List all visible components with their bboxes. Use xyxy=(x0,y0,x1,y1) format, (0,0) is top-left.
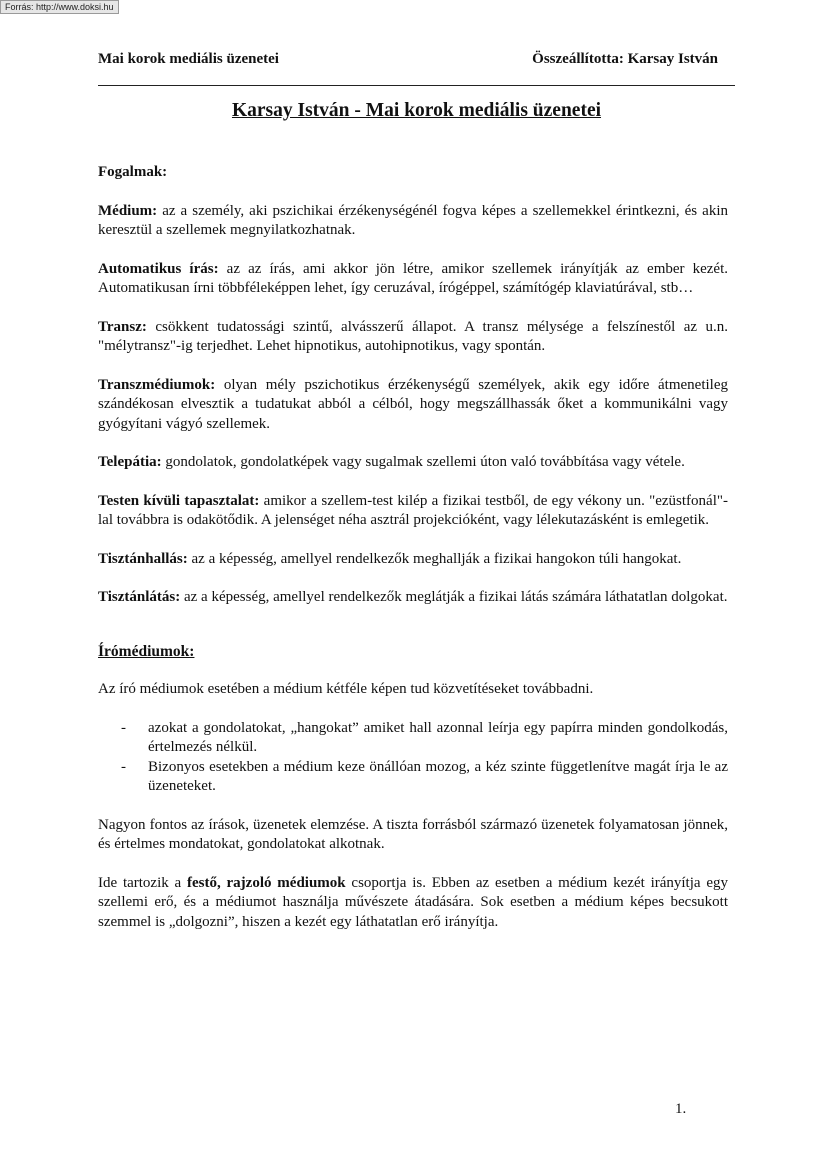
bullet-dash: - xyxy=(121,758,126,775)
document-title: Karsay István - Mai korok mediális üzenetei xyxy=(231,100,602,121)
paragraph-text: csoportja is. Ebben az esetben a médium kezét irányítja egy szellemi erő, és a médiumot használja művészete átadására. Sok esetben a médium képes becsukott szemmel is „dolgozni”, hiszen a kezét egy láthatatlan erő irányítja. xyxy=(98,874,728,930)
term-entry xyxy=(98,588,728,608)
term-definition: az a képesség, amellyel rendelkezők meglátják a fizikai látás számára láthatatlan dolgokat. xyxy=(180,589,728,605)
list-item xyxy=(98,758,728,797)
term-entry xyxy=(98,550,728,570)
term-definition: amikor a szellem-test kilép a fizikai testből, de egy vékony un. "ezüstfonál"-lal továbbra is odakötődik. A jelenséget néha asztrál projekcióként, vagy lélekutazásként is emlegetik. xyxy=(98,492,728,528)
term-label: Tisztánlátás: xyxy=(98,589,181,605)
analysis-paragraph: Nagyon fontos az írások, üzenetek elemzése. A tiszta forrásból származó üzenetek folyamatosan jönnek, és értelmes mondatokat, gondolatokat alkotnak. xyxy=(98,816,728,852)
term-entry xyxy=(98,376,728,435)
term-entry xyxy=(98,202,728,241)
paragraph-text: Ide tartozik a xyxy=(98,874,187,891)
section-heading: Írómédiumok: xyxy=(98,642,195,660)
term-definition: az a személy, aki pszichikai érzékenységénél fogva képes a szellemekkel érintkezni, és akin keresztül a szellemek megnyilatkozhatnak. xyxy=(98,202,728,238)
header-author: Összeállította: Karsay István xyxy=(532,51,718,67)
artist-mediums-paragraph xyxy=(98,874,728,933)
term-definition: gondolatok, gondolatképek vagy sugalmak szellemi úton való továbbítása vagy vétele. xyxy=(161,454,685,470)
concepts-heading: Fogalmak: xyxy=(98,164,168,180)
bullet-dash: - xyxy=(121,719,126,736)
term-label: Automatikus írás: xyxy=(98,260,219,277)
term-entry xyxy=(98,318,728,357)
intro-paragraph: Az író médiumok esetében a médium kétféle képen tud közvetítéseket továbbadni. xyxy=(98,681,594,697)
list-item-text: Bizonyos esetekben a médium keze önállóan mozog, a kéz szinte függetlenítve magát írja le az üzeneteket. xyxy=(148,758,728,794)
emphasis-text: festő, rajzoló médiumok xyxy=(187,874,346,891)
term-label: Testen kívüli tapasztalat: xyxy=(98,492,260,509)
page-number: 1. xyxy=(675,1101,687,1117)
term-label: Médium: xyxy=(98,202,158,219)
term-label: Transzmédiumok: xyxy=(98,376,216,393)
term-label: Tisztánhallás: xyxy=(98,550,188,567)
list-item xyxy=(98,719,728,758)
term-label: Telepátia: xyxy=(98,454,162,470)
bullet-list xyxy=(98,719,728,797)
running-header xyxy=(98,51,735,86)
source-label: Forrás: http://www.doksi.hu xyxy=(0,0,119,14)
term-definition: az az írás, ami akkor jön létre, amikor szellemek irányítják az ember kezét. Automatikusan írni többféleképpen lehet, így ceruzával, írógéppel, számítógép klaviatúrával, stb… xyxy=(98,260,728,296)
list-item-text: azokat a gondolatokat, „hangokat” amiket hall azonnal leírja egy papírra minden gondolkodás, értelmezés nélkül. xyxy=(148,719,728,755)
term-label: Transz: xyxy=(98,318,147,335)
term-definition: csökkent tudatossági szintű, alvásszerű állapot. A transz mélysége a felszínestől az u.n. "mélytransz"-ig terjedhet. Lehet hipnotikus, autohipnotikus, vagy spontán. xyxy=(98,318,728,354)
term-definition: az a képesség, amellyel rendelkezők meghallják a fizikai hangokon túli hangokat. xyxy=(187,550,682,567)
document-body xyxy=(98,163,728,951)
header-left-title: Mai korok mediális üzenetei xyxy=(98,51,279,67)
term-entry xyxy=(98,260,728,299)
term-definition: olyan mély pszichotikus érzékenységű személyek, akik egy időre átmenetileg szándékosan elvesztik a tudatukat abból a célból, hogy megszállhassák őket a kommunikálni vagy gyógyítani vágyó szellemek. xyxy=(98,376,728,432)
term-entry xyxy=(98,453,728,473)
term-entry xyxy=(98,492,728,531)
